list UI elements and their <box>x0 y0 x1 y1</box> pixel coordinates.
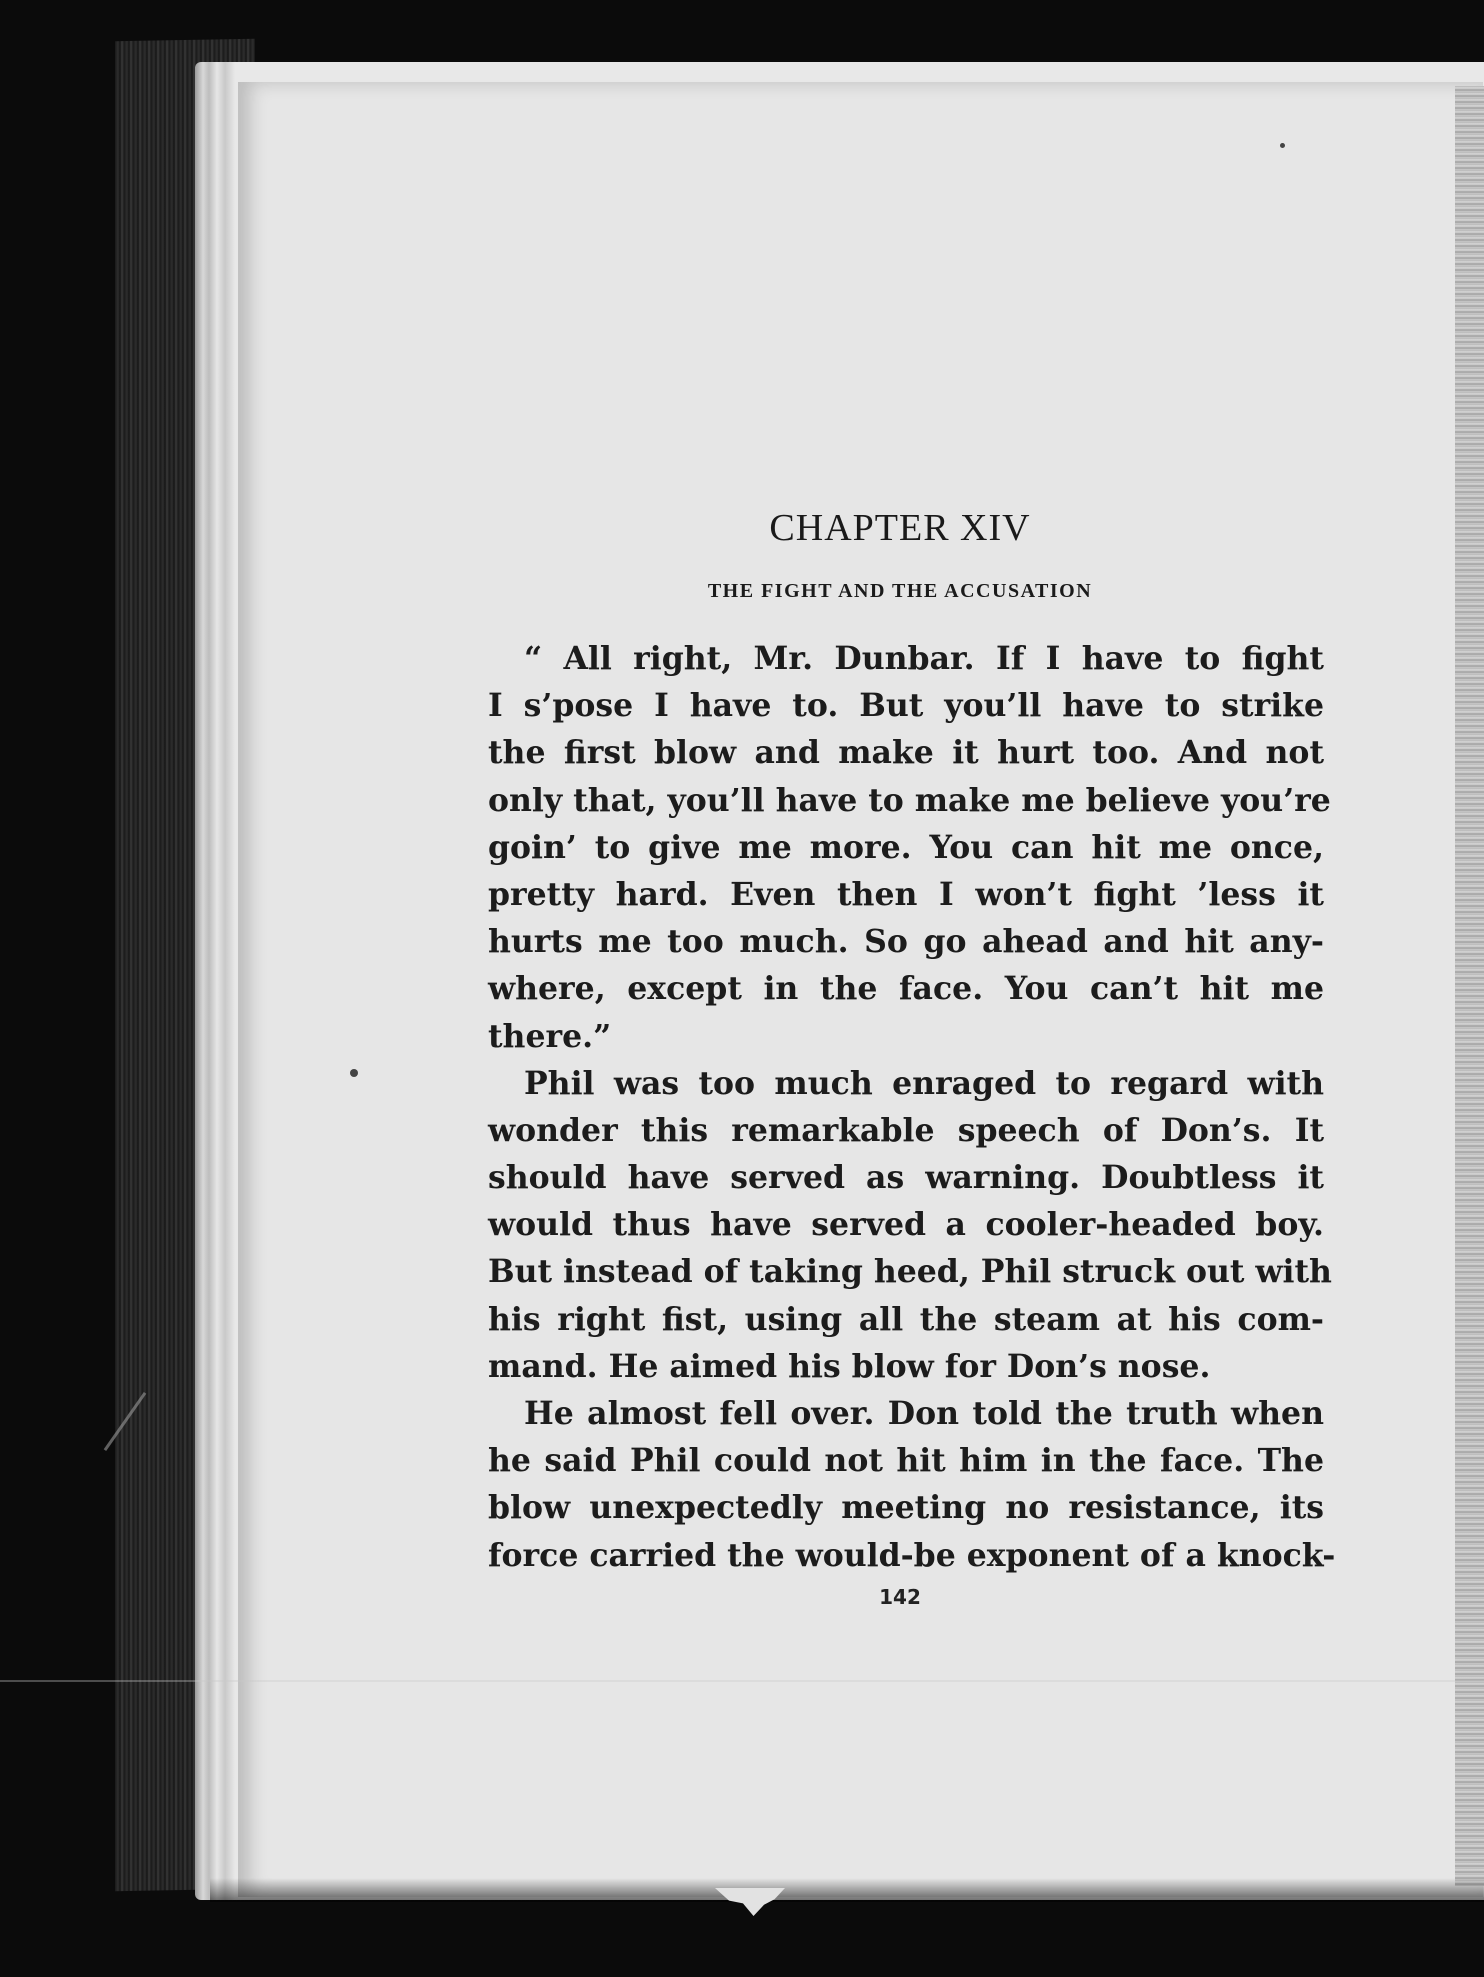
text-line: goin’ to give me more. You can hit me once, <box>488 828 1324 866</box>
text-line: his right fist, using all the steam at his com- <box>488 1300 1324 1338</box>
text-line: I s’pose I have to. But you’ll have to strike <box>488 687 1324 725</box>
page-fore-edge <box>1455 86 1484 1886</box>
text-line: only that, you’ll have to make me believe you’re <box>488 781 1331 819</box>
text-line: the first blow and make it hurt too. And not <box>488 734 1324 772</box>
dust-speck <box>350 1069 358 1077</box>
dust-speck <box>1280 143 1285 148</box>
text-line: Phil was too much enraged to regard with <box>524 1064 1324 1102</box>
text-line: force carried the would-be exponent of a knock- <box>488 1536 1336 1574</box>
chapter-title: THE FIGHT AND THE ACCUSATION <box>707 580 1093 602</box>
text-line: there.” <box>488 1017 612 1055</box>
text-line: hurts me too much. So go ahead and hit any- <box>488 923 1324 961</box>
torn-corner <box>715 1888 785 1916</box>
text-line: pretty hard. Even then I won’t fight ’less it <box>488 875 1324 913</box>
text-line: “ All right, Mr. Dunbar. If I have to fight <box>524 640 1324 677</box>
bottom-shadow <box>210 1878 1484 1902</box>
page-number: 142 <box>879 1585 921 1609</box>
text-line: mand. He aimed his blow for Don’s nose. <box>488 1347 1211 1385</box>
scan-line-artifact <box>0 1680 1484 1682</box>
text-line: he said Phil could not hit him in the face. The <box>488 1442 1324 1480</box>
text-line: where, except in the face. You can’t hit me <box>488 970 1324 1008</box>
text-line: would thus have served a cooler-headed boy. <box>488 1206 1324 1244</box>
chapter-heading: CHAPTER XIV <box>769 507 1031 549</box>
body-text <box>488 635 1336 1579</box>
text-line: But instead of taking heed, Phil struck out with <box>488 1253 1332 1291</box>
text-line: blow unexpectedly meeting no resistance, its <box>488 1489 1324 1527</box>
text-line: wonder this remarkable speech of Don’s. It <box>488 1111 1324 1149</box>
text-line: He almost fell over. Don told the truth when <box>524 1395 1324 1432</box>
text-line: should have served as warning. Doubtless it <box>488 1159 1324 1197</box>
